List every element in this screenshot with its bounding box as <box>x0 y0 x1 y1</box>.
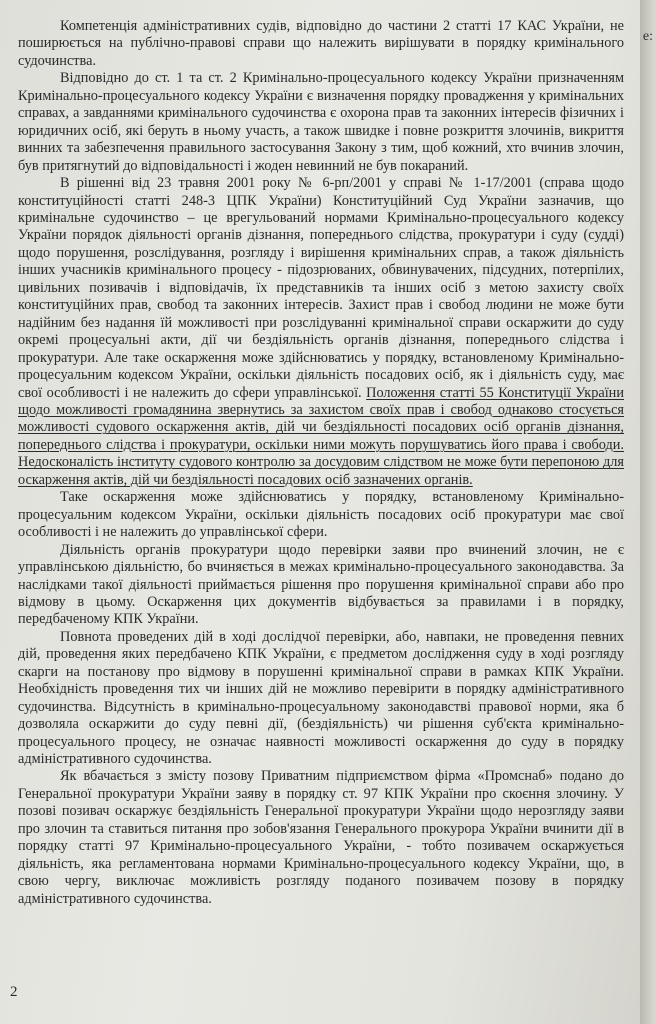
paragraph-court-decision-text: В рішенні від 23 травня 2001 року № 6-рп/2001 у справі № 1-17/2001 (справа щодо конституційності статті 248-3 ЦПК України) Конституційний Суд України зазначив, що кримінальне судочинство – це врегульований нормами Кримінально-процесуального кодексу України порядок діяльності органів дізнання, попереднього слідства, прокуратури і суду (судді) щодо порушення, розслідування, розгляду і вирішення кримінальних справ, а також діяльність інших учасників кримінального процесу - підозрюваних, обвинувачених, підсудних, потерпілих, цивільних позивачів і відповідачів, їх представників та інших осіб з метою захисту своїх конституційних прав, свобод та законних інтересів. Захист прав і свобод людини не може бути надійним без надання їй можливості при розслідуванні кримінальної справи оскаржити до суду окремі процесуальні акти, дії чи бездіяльність органів дізнання, попереднього слідства і прокуратури. Але таке оскарження може здійснюватись у порядку, встановленому Кримінально-процесуальним кодексом України, оскільки діяльність посадових осіб, як і діяльність суду, має свої особливості і не належить до сфери управлінської. <box>18 175 624 401</box>
paragraph-prosecution-activity: Діяльність органів прокуратури щодо перевірки заяви про вчинений злочин, не є управлінською діяльністю, бо вчиняється в межах кримінально-процесуального законодавства. За наслідками такої діяльності приймається рішення про порушення кримінальної справи або про відмову в цьому. Оскарження цих документів відбувається за правилами і в порядку, передбаченому КПК України. <box>18 541 624 628</box>
page-number: 2 <box>10 984 18 1000</box>
paragraph-code-purpose: Відповідно до ст. 1 та ст. 2 Кримінально-процесуального кодексу України призначенням Кримінально-процесуального кодексу України є визначення порядку провадження у кримінальних справах, а завданнями кримінального судочинства є охорона прав та законних інтересів фізичних і юридичних осіб, які беруть в ньому участь, а також швидке і повне розкриття злочинів, викриття винних та забезпечення правильного застосування Закону з тим, щоб кожний, хто вчинив злочин, був притягнутий до відповідальності і жоден невинний не був покараний. <box>18 70 624 174</box>
paragraph-investigation-completeness: Повнота проведених дій в ході дослідчої перевірки, або, навпаки, не проведення певних дій, проведення яких передбачено КПК України, є предметом дослідження суду в ході розгляду скарги на постанову про відмову в порушенні кримінальної справи в рамках КПК України. Необхідність проведення тих чи інших дій не можливо перевірити в порядку адміністративного судочинства. Відсутність в кримінально-процесуальному законодавстві правової норми, яка б дозволяла оскаржити до суду певні дії, (бездіяльність) чи рішення суб'єкта кримінально-процесуального процесу, не означає наявності можливості оскарження до суду в порядку адміністративного судочинства. <box>18 628 624 768</box>
paragraph-claim-content: Як вбачається з змісту позову Приватним підприємством фірма «Промснаб» подано до Генеральної прокуратури України заяву в порядку ст. 97 КПК України про скоєння злочину. У позові позивач оскаржує бездіяльність Генеральної прокуратури України щодо нерозгляду заяви про злочин та ставиться питання про зобов'язання Генерального прокурора України вчинити дії в порядку статті 97 Кримінально-процесуального України, - тобто позивачем оскаржується діяльність, яка регламентована нормами Кримінально-процесуального кодексу України, що, в свою чергу, виключає можливість розгляду поданого позивачем позову в порядку адміністративного судочинства. <box>18 768 624 907</box>
paragraph-competence: Компетенція адміністративних судів, відповідно до частини 2 статті 17 КАС України, не поширюється на публічно-правові справи що належить вирішувати в порядку кримінального судочинства. <box>18 18 624 69</box>
paragraph-court-decision <box>18 175 624 489</box>
document-body <box>18 18 624 908</box>
edge-mark: е: <box>642 29 653 44</box>
underlined-article-55: Положення статті 55 Конституції України щодо можливості громадянина звернутись за захистом своїх прав і свобод однаково стосується можливості судового оскарження актів, дій чи бездіяльності посадових осіб органів дізнання, попереднього слідства і прокуратури, оскільки ними можуть порушуватись його права і свободи. Недосконалість інституту судового контролю за досудовим слідством не може бути перепоною для оскарження актів, дій чи бездіяльності посадових осіб зазначених органів. <box>18 384 624 488</box>
next-page-edge <box>640 0 655 1024</box>
paragraph-appeal-order: Таке оскарження може здійснюватись у порядку, встановленому Кримінально-процесуальним кодексом України, оскільки діяльність посадових осіб прокуратури має свої особливості і не належить до управлінської сфери. <box>18 489 624 541</box>
